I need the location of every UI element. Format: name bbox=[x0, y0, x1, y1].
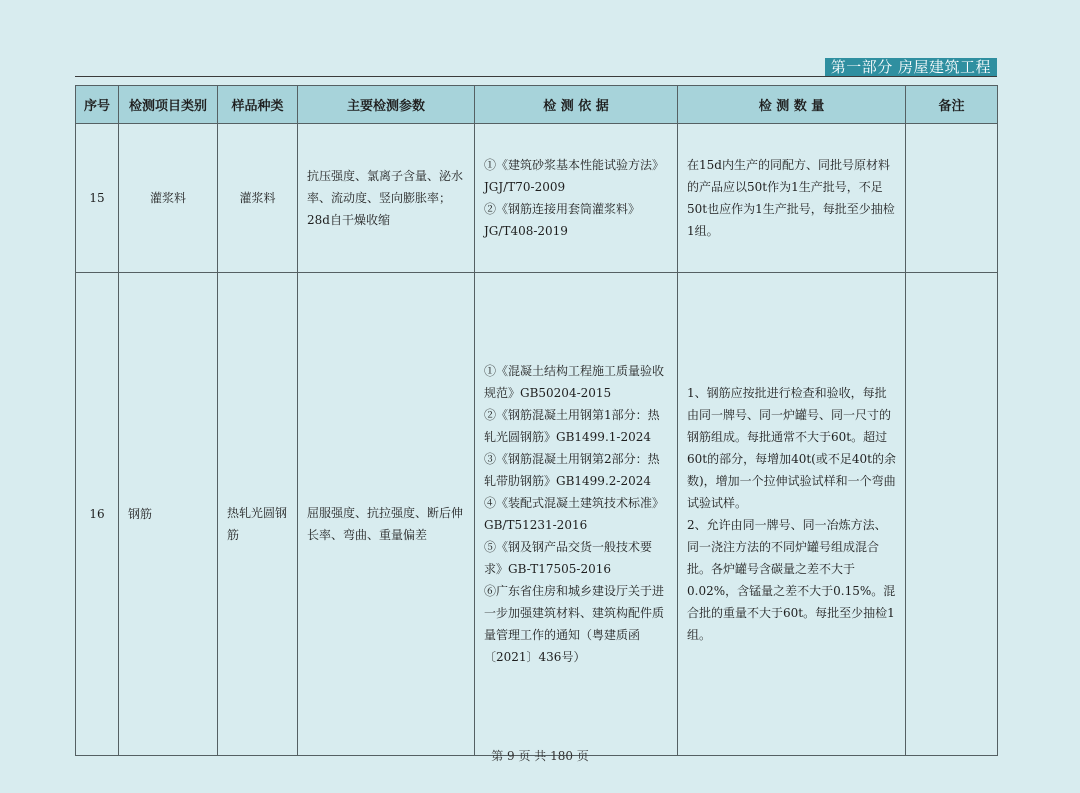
cell-sample: 灌浆料 bbox=[218, 124, 298, 273]
cell-category: 灌浆料 bbox=[119, 124, 218, 273]
cell-params: 抗压强度、氯离子含量、泌水率、流动度、竖向膨胀率；28d自干燥收缩 bbox=[298, 124, 475, 273]
cell-quantity bbox=[678, 124, 906, 273]
basis-item: ②《钢筋连接用套筒灌浆料》JG/T408-2019 bbox=[484, 202, 641, 238]
cell-category: 钢筋 bbox=[119, 273, 218, 756]
basis-item: ④《装配式混凝土建筑技术标准》GB/T51231-2016 bbox=[484, 496, 665, 532]
quantity-item: 1、钢筋应按批进行检查和验收，每批由同一牌号、同一炉罐号、同一尺寸的钢筋组成。每批通常不大于60t。超过60t的部分，每增加40t(或不足40t的余数)，增加一个拉伸试验试样和一个弯曲试验试样。 bbox=[687, 386, 896, 510]
basis-item: ⑤《钢及钢产品交货一般技术要求》GB-T17505-2016 bbox=[484, 540, 653, 576]
header-basis: 检 测 依 据 bbox=[475, 86, 678, 124]
inspection-table bbox=[75, 85, 998, 756]
header-no: 序号 bbox=[76, 86, 119, 124]
cell-no: 15 bbox=[76, 124, 119, 273]
cell-no: 16 bbox=[76, 273, 119, 756]
basis-item: ③《钢筋混凝土用钢第2部分：热轧带肋钢筋》GB1499.2-2024 bbox=[484, 452, 660, 488]
quantity-item: 2、允许由同一牌号、同一冶炼方法、同一浇注方法的不同炉罐号组成混合批。各炉罐号含碳量之差不大于0.02%，含锰量之差不大于0.15%。混合批的重量不大于60t。每批至少抽检1组。 bbox=[687, 518, 896, 642]
cell-basis bbox=[475, 273, 678, 756]
header-remark: 备注 bbox=[906, 86, 998, 124]
header-quantity: 检 测 数 量 bbox=[678, 86, 906, 124]
cell-remark bbox=[906, 124, 998, 273]
basis-item: ①《建筑砂浆基本性能试验方法》JGJ/T70-2009 bbox=[484, 158, 665, 194]
quantity-item: 在15d内生产的同配方、同批号原材料的产品应以50t作为1生产批号，不足50t也应作为1生产批号，每批至少抽检1组。 bbox=[687, 158, 895, 238]
header-category: 检测项目类别 bbox=[119, 86, 218, 124]
basis-item: ⑥广东省住房和城乡建设厅关于进一步加强建筑材料、建筑构配件质量管理工作的通知（粤建质函〔2021〕436号） bbox=[484, 584, 665, 664]
cell-params: 屈服强度、抗拉强度、断后伸长率、弯曲、重量偏差 bbox=[298, 273, 475, 756]
page-number: 第 9 页 共 180 页 bbox=[491, 749, 589, 763]
header-params: 主要检测参数 bbox=[298, 86, 475, 124]
table-header-row bbox=[76, 86, 998, 124]
section-title: 第一部分 房屋建筑工程 bbox=[825, 58, 997, 77]
cell-quantity bbox=[678, 273, 906, 756]
table-row bbox=[76, 124, 998, 273]
cell-basis bbox=[475, 124, 678, 273]
header-sample: 样品种类 bbox=[218, 86, 298, 124]
table-row bbox=[76, 273, 998, 756]
basis-item: ①《混凝土结构工程施工质量验收规范》GB50204-2015 bbox=[484, 364, 665, 400]
basis-item: ②《钢筋混凝土用钢第1部分：热轧光圆钢筋》GB1499.1-2024 bbox=[484, 408, 660, 444]
cell-sample: 热轧光圆钢筋 bbox=[218, 273, 298, 756]
cell-remark bbox=[906, 273, 998, 756]
header-rule bbox=[75, 76, 997, 77]
